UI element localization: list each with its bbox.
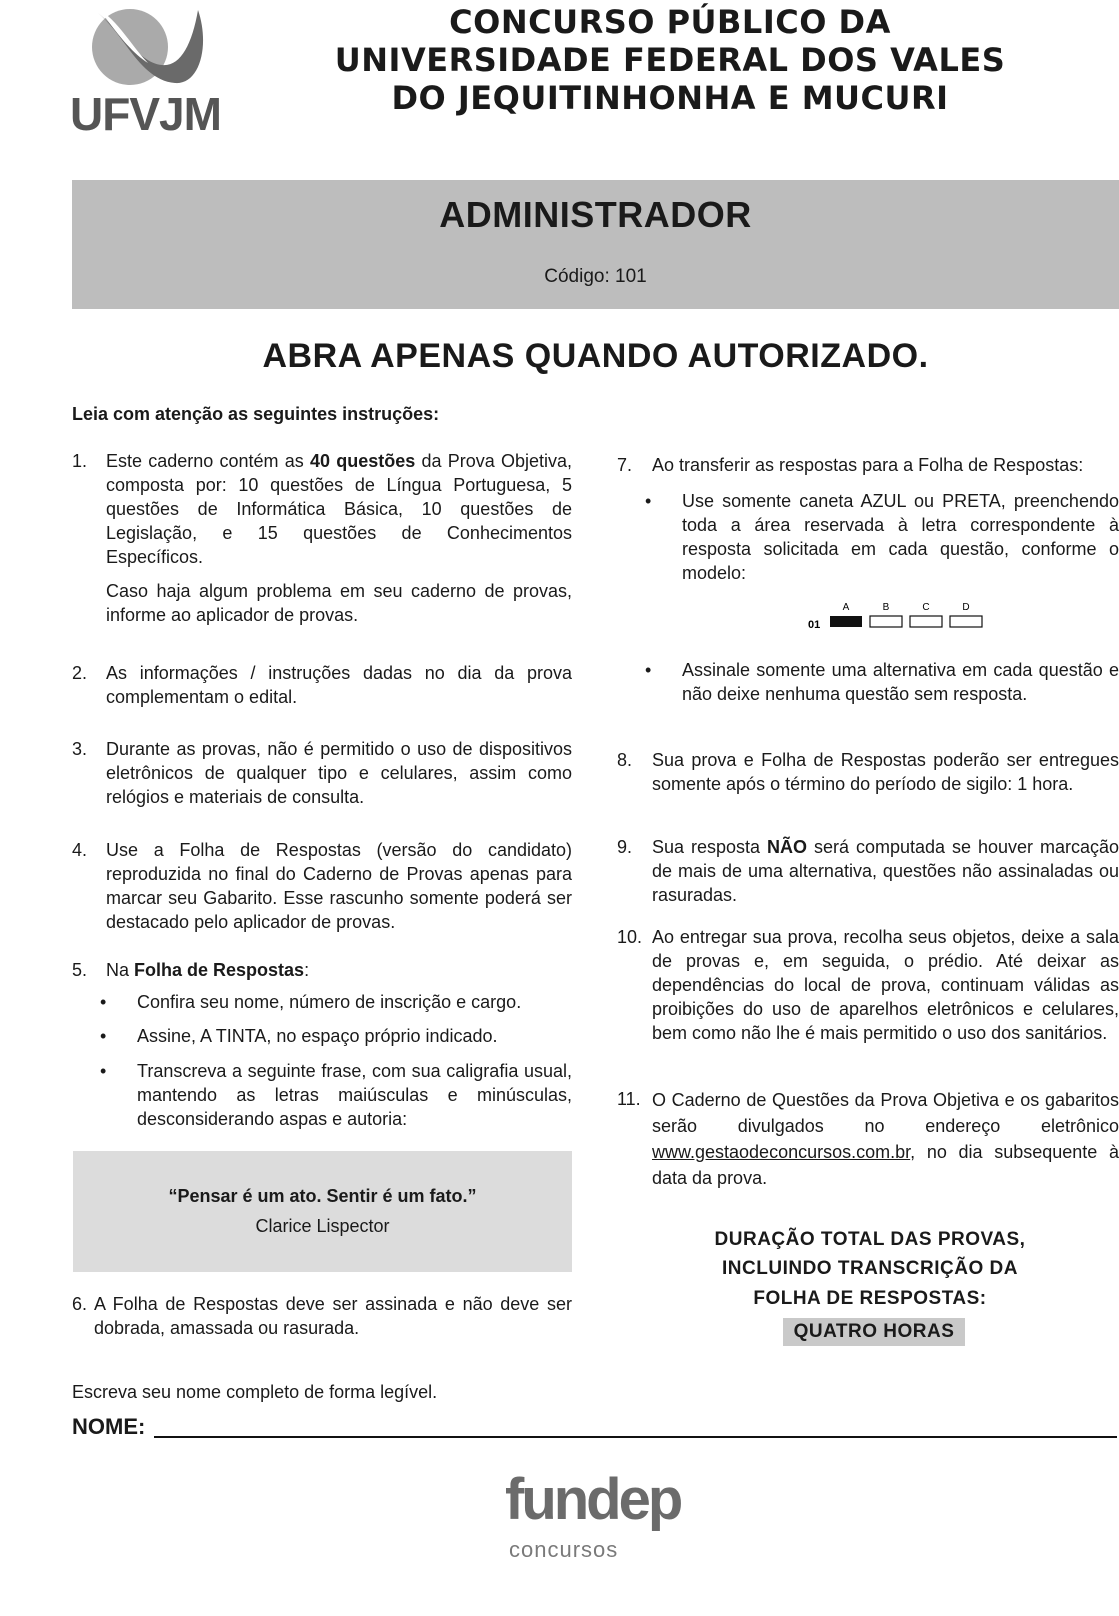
instruction-number: 8. [617, 750, 633, 770]
fundep-logo-subtext: concursos [509, 1537, 619, 1562]
instruction-number: 2. [72, 663, 88, 683]
model-empty-bubble [870, 616, 902, 627]
model-letter-b: B [882, 602, 890, 613]
name-underline[interactable] [154, 1436, 1117, 1438]
warning-heading: ABRA APENAS QUANDO AUTORIZADO. [262, 337, 929, 375]
text: A Folha de Respostas deve ser assinada e não deve ser dobrada, amassada ou rasurada. [94, 1294, 572, 1338]
instruction-8-text: Sua prova e Folha de Respostas poderão ser entregues somente após o término do período de sigilo: 1 hora. [652, 750, 1119, 794]
model-empty-bubble [910, 616, 942, 627]
instruction-number: 9. [617, 837, 633, 857]
duration-value: QUATRO HORAS [783, 1318, 965, 1346]
answer-model [808, 601, 998, 631]
text: : [304, 960, 310, 980]
bullet-icon: • [645, 491, 652, 511]
text: Na [106, 960, 135, 980]
quote-author: Clarice Lispector [255, 1216, 390, 1236]
bullet-icon: • [100, 992, 107, 1012]
bullet-text: Use somente caneta AZUL ou PRETA, preenchendo toda a área reservada à letra correspondente à resposta solicitada em cada questão, conforme o modelo: [682, 491, 1119, 583]
duration-line-3: FOLHA DE RESPOSTAS: [753, 1288, 987, 1309]
instruction-1-paragraph-2: Caso haja algum problema em seu caderno de provas, informe ao aplicador de provas. [106, 581, 572, 625]
bullet-text: Assine, A TINTA, no espaço próprio indicado. [137, 1026, 498, 1046]
text: será computada se houver marcação de mais de uma alternativa, questões não assinaladas ou rasuradas. [652, 837, 1119, 905]
text: Sua resposta [652, 837, 767, 857]
duration-line-2: INCLUINDO TRANSCRIÇÃO DA [722, 1258, 1018, 1279]
instruction-number: 10. [617, 927, 643, 947]
instruction-4-text: Use a Folha de Respostas (versão do candidato) reproduzida no final do Caderno de Provas apenas para marcar seu Gabarito. Esse rascunho somente poderá ser destacado pelo aplicador de provas. [106, 840, 572, 932]
instruction-5-heading [106, 958, 572, 982]
cargo-title: ADMINISTRADOR [439, 194, 752, 235]
cargo-code: Código: 101 [544, 266, 647, 287]
name-label: NOME: [72, 1414, 146, 1439]
ufvjm-emblem-icon [70, 5, 230, 90]
model-letter-d: D [962, 602, 970, 613]
ufvjm-logo-text: UFVJM [70, 88, 221, 140]
model-letter-a: A [842, 602, 850, 613]
bullet-text: Confira seu nome, número de inscrição e cargo. [137, 992, 522, 1012]
model-empty-bubble [950, 616, 982, 627]
instruction-number: 7. [617, 455, 633, 475]
instruction-number: 11. [617, 1089, 641, 1109]
bullet-text: Assinale somente uma alternativa em cada questão e não deixe nenhuma questão sem resposta. [682, 660, 1119, 704]
instruction-3-text: Durante as provas, não é permitido o uso de dispositivos eletrônicos de qualquer tipo e celulares, assim como relógios e materiais de consulta. [106, 739, 572, 807]
fundep-logo-text: fundep [505, 1467, 681, 1532]
results-link[interactable]: www.gestaodeconcursos.com.br [652, 1142, 911, 1162]
bullet-icon: • [645, 660, 652, 680]
instructions-heading: Leia com atenção as seguintes instruções: [72, 404, 440, 424]
header-line-3: DO JEQUITINHONHA E MUCURI [391, 79, 949, 117]
bold-text: 40 questões [309, 451, 416, 471]
text: , no dia subsequente à data da prova. [652, 1142, 1119, 1188]
bullet-text: Transcreva a seguinte frase, com sua caligrafia usual, mantendo as letras maiúsculas e minúsculas, desconsiderando aspas e autoria: [137, 1061, 572, 1129]
model-filled-bubble [830, 616, 862, 627]
write-name-instruction: Escreva seu nome completo de forma legível. [72, 1382, 438, 1402]
instruction-1-paragraph-1 [106, 449, 572, 569]
name-field[interactable] [72, 1414, 1119, 1440]
bold-text: Folha de Respostas [134, 960, 305, 980]
quote-text: “Pensar é um ato. Sentir é um fato.” [168, 1186, 477, 1206]
instruction-9-text [652, 835, 1119, 907]
duration-line-1: DURAÇÃO TOTAL DAS PROVAS, [714, 1229, 1026, 1250]
instruction-number: 5. [72, 960, 88, 980]
ufvjm-logo [70, 5, 230, 140]
instruction-number: 1. [72, 451, 88, 471]
instruction-6-text [94, 1292, 572, 1340]
model-letter-c: C [922, 602, 930, 613]
bold-text: NÃO [767, 837, 807, 857]
instruction-number: 6. [72, 1294, 88, 1314]
text: O Caderno de Questões da Prova Objetiva e os gabaritos serão divulgados no endereço eletrônico [652, 1090, 1119, 1136]
instruction-number: 4. [72, 840, 88, 860]
bullet-icon: • [100, 1061, 107, 1081]
answer-model-graphic [808, 601, 998, 633]
bullet-icon: • [100, 1026, 107, 1046]
header-line-2: UNIVERSIDADE FEDERAL DOS VALES [334, 41, 1006, 79]
text: Este caderno contém as [106, 451, 310, 471]
header-line-1: CONCURSO PÚBLICO DA [449, 3, 891, 41]
title-band [72, 180, 1119, 309]
model-question-number: 01 [808, 619, 821, 631]
instruction-number: 3. [72, 739, 88, 759]
text: da Prova Objetiva, composta por: 10 questões de Língua Portuguesa, 5 questões de Informática Básica, 10 questões de Legislação, e 15 questões de Conhecimentos Específicos. [106, 451, 572, 567]
instruction-11-text [652, 1087, 1119, 1191]
instruction-7-text: Ao transferir as respostas para a Folha de Respostas: [652, 455, 1084, 475]
quote-box [73, 1151, 572, 1272]
instruction-10-text: Ao entregar sua prova, recolha seus objetos, deixe a sala de provas e, em seguida, o prédio. Até deixar as dependências do local de prova, continuam válidas as proibições do uso de aparelhos eletrônicos e celulares, bem como não lhe é mais permitido o uso dos sanitários. [652, 927, 1119, 1043]
instruction-2-text: As informações / instruções dadas no dia da prova complementam o edital. [106, 663, 572, 707]
fundep-logo [505, 1465, 695, 1575]
